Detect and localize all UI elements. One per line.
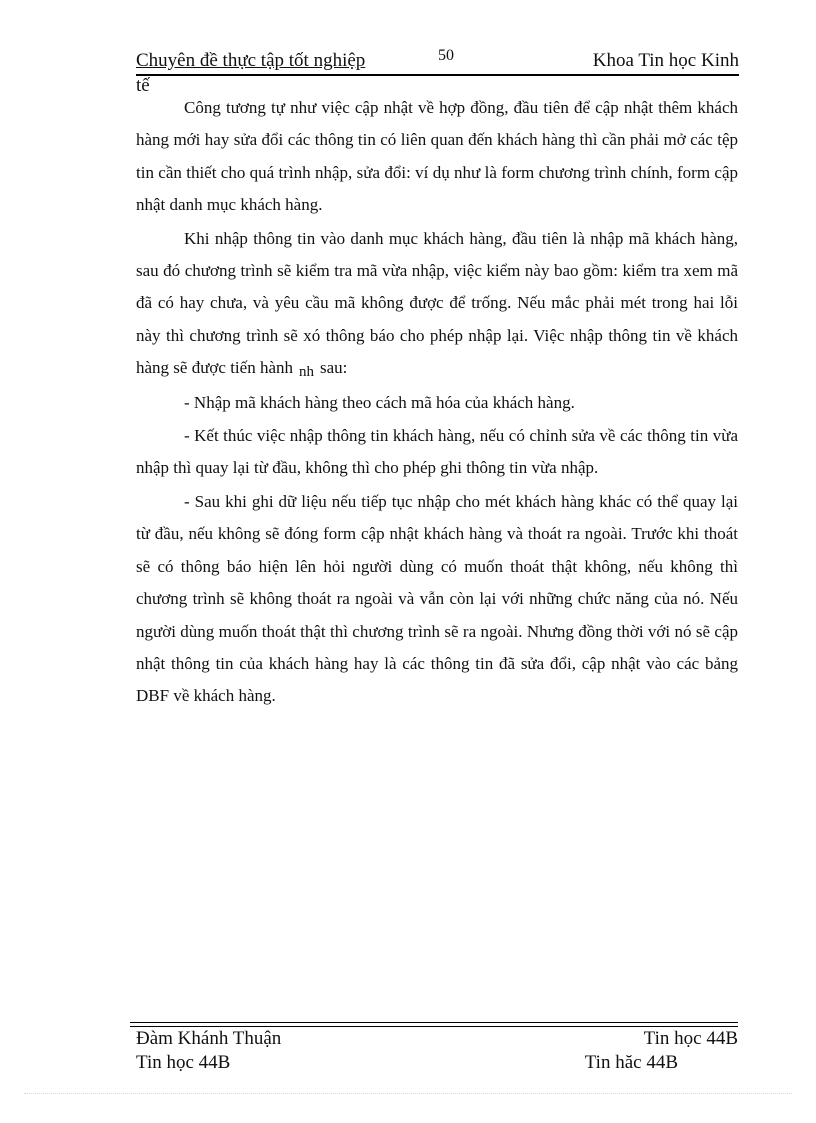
page-header: [136, 47, 739, 76]
footer-row-1: [136, 1028, 738, 1052]
footer-row-2: [136, 1052, 738, 1076]
paragraph-4: - Kết thúc việc nhập thông tin khách hàng, nếu có chỉnh sửa về các thông tin vừa nhập thì quay lại từ đầu, không thì cho phép ghi thông tin vừa nhập.: [136, 426, 738, 478]
header-title: Chuyên đề thực tập tốt nghiệp: [136, 50, 366, 71]
paragraph-2-end: sau:: [320, 358, 348, 378]
footer-class-left: Tin học 44B: [136, 1052, 231, 1073]
paragraph-2-subscript: nh: [299, 364, 314, 381]
page-edge: [24, 1093, 792, 1094]
paragraph-2-text: Khi nhập thông tin vào danh mục khách hàng, đầu tiên là nhập mã khách hàng, sau đó chương trình sẽ kiểm tra mã vừa nhập, việc kiểm này bao gồm: kiểm tra xem mã đã có hay chưa, và yêu cầu mã không được để trống. Nếu mắc phải mét trong hai lỗi này thì chương trình sẽ xó thông báo cho phép nhập lại. Việc nhập thông tin về khách hàng sẽ được tiến hành: [136, 228, 738, 378]
paragraph-5: - Sau khi ghi dữ liệu nếu tiếp tục nhập cho mét khách hàng khác có thể quay lại từ đầu, nếu không sẽ đóng form cập nhật khách hàng và thoát ra ngoài. Trước khi thoát sẽ có thông báo hiện lên hỏi người dùng có muốn thoát thật không, nếu không thì chương trình sẽ không thoát ra ngoài và vẫn còn lại với những chức năng của nó. Nếu người dùng muốn thoát thật thì chương trình sẽ ra ngoài. Nhưng đồng thời với nó sẽ cập nhật thông tin của khách hàng hay là các thông tin đã sửa đổi, cập nhật vào các bảng DBF về khách hàng.: [136, 491, 738, 706]
footer-class-right: Tin hăc 44B: [584, 1052, 678, 1073]
page-number: 50: [438, 47, 454, 64]
document-body: [136, 92, 738, 713]
paragraph-3: - Nhập mã khách hàng theo cách mã hóa của khách hàng.: [184, 392, 575, 412]
paragraph-1: Công tương tự như việc cập nhật về hợp đồng, đầu tiên để cập nhật thêm khách hàng mới hay sửa đổi các thông tin có liên quan đến khách hàng thì cần phải mở các tệp tin cần thiết cho quá trình nhập, sửa đổi: ví dụ như là form chương trình chính, form cập nhật danh mục khách hàng.: [136, 98, 738, 215]
footer-rule: [130, 1022, 738, 1027]
footer-author: Đàm Khánh Thuận: [136, 1028, 282, 1049]
header-wrap-text: tế: [136, 75, 150, 96]
header-department: Khoa Tin học Kinh: [592, 50, 739, 71]
paragraph-2: [136, 223, 738, 386]
footer-class: Tin học 44B: [643, 1028, 738, 1049]
